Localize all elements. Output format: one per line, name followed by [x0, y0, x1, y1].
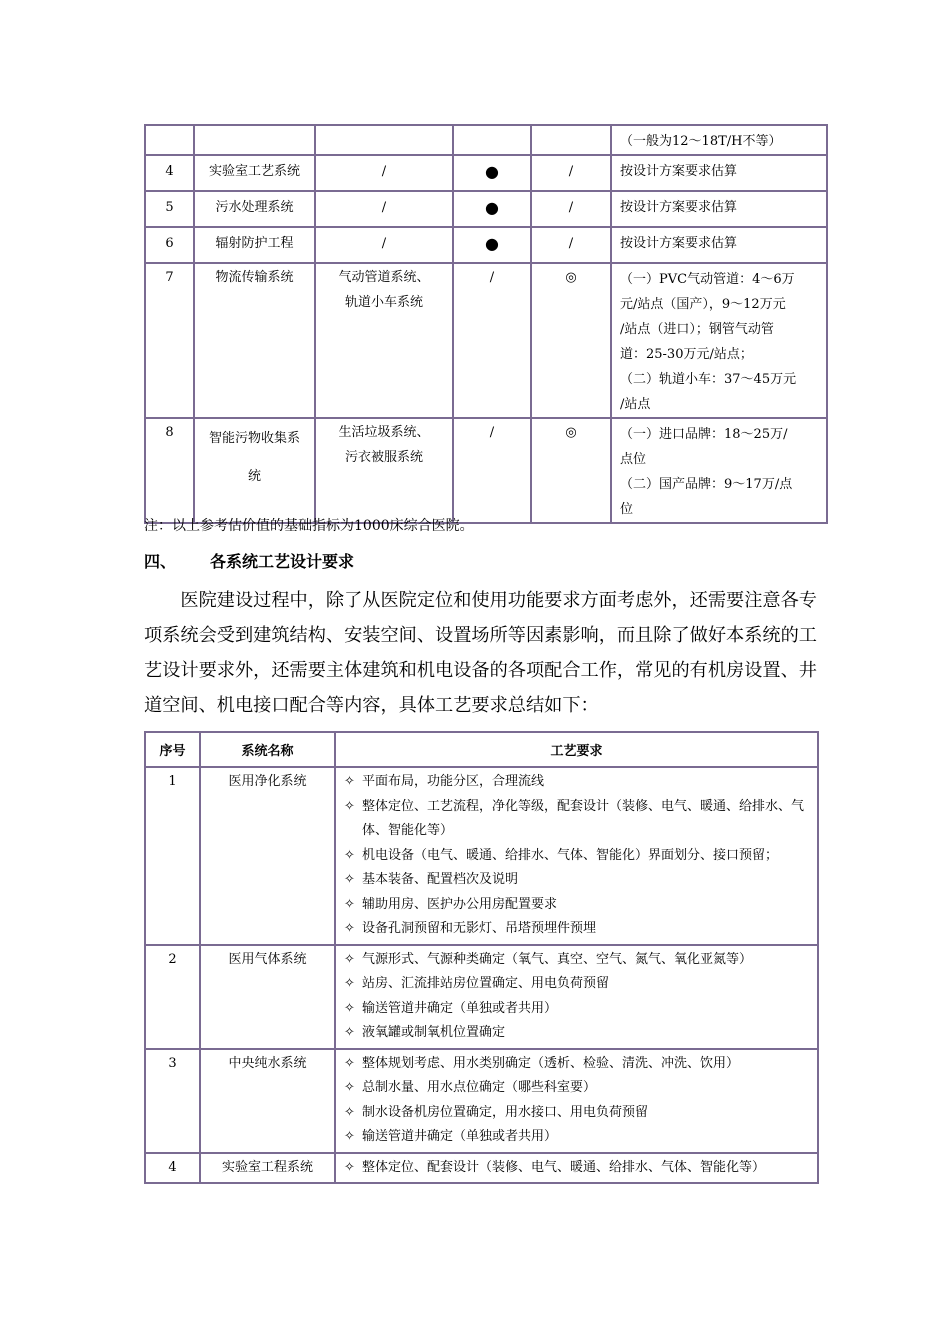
- row-number: [145, 125, 194, 155]
- requirement-item: [344, 1156, 813, 1181]
- column-5-mark: ◎: [531, 418, 611, 523]
- requirement-text: 机电设备（电气、暖通、给排水、气体、智能化）界面划分、接口预留；: [362, 847, 779, 863]
- reference-estimate: [611, 191, 827, 227]
- reference-estimate-line: 元/站点（国产），9～12万元: [620, 297, 786, 312]
- row-number: 1: [145, 767, 200, 945]
- diamond-bullet-icon: ✧: [344, 1000, 355, 1016]
- subsystem-line: /: [381, 236, 387, 251]
- requirement-text: 制水设备机房位置确定，用水接口、用电负荷预留: [362, 1104, 649, 1120]
- table-row: [145, 191, 827, 227]
- section-title: 各系统工艺设计要求: [210, 552, 355, 571]
- diamond-bullet-icon: ✧: [344, 951, 355, 967]
- diamond-bullet-icon: ✧: [344, 1055, 355, 1071]
- requirements-list: [335, 945, 818, 1049]
- section-number: 四、: [144, 552, 177, 571]
- header-no: 序号: [145, 732, 200, 767]
- reference-estimate-line: 位: [620, 502, 634, 517]
- subsystem: [315, 263, 453, 418]
- system-name-line: 物流传输系统: [215, 270, 294, 285]
- requirement-text: 整体定位、工艺流程，净化等级，配套设计（装修、电气、暖通、给排水、气体、智能化等）: [362, 798, 805, 838]
- system-name-line: 实验室工艺系统: [208, 164, 300, 179]
- requirement-text: 辅助用房、医护办公用房配置要求: [362, 896, 558, 912]
- header-system-name: 系统名称: [200, 732, 335, 767]
- table-note: 注：以上参考估价值的基础指标为1000床综合医院。: [144, 518, 474, 534]
- system-name: 中央纯水系统: [200, 1049, 335, 1153]
- requirement-text: 输送管道井确定（单独或者共用）: [362, 1129, 558, 1144]
- column-4-mark: /: [453, 418, 531, 523]
- table-row: [145, 1153, 818, 1184]
- diamond-bullet-icon: ✧: [344, 976, 355, 991]
- table-row: [145, 945, 818, 1049]
- system-name: [194, 418, 315, 523]
- row-number: 2: [145, 945, 200, 1049]
- row-number: 3: [145, 1049, 200, 1153]
- requirement-item: [344, 948, 813, 973]
- requirement-text: 整体规划考虑、用水类别确定（透析、检验、清洗、冲洗、饮用）: [362, 1055, 740, 1071]
- requirements-list: [335, 1049, 818, 1153]
- subsystem: [315, 191, 453, 227]
- requirement-text: 基本装备、配置档次及说明: [362, 872, 519, 887]
- requirement-item: [344, 1021, 813, 1046]
- table-row: [145, 767, 818, 945]
- diamond-bullet-icon: ✧: [344, 1080, 355, 1095]
- table-row: [145, 155, 827, 191]
- row-number: 4: [145, 1153, 200, 1184]
- system-name: 医用净化系统: [200, 767, 335, 945]
- row-number: 5: [145, 191, 194, 227]
- system-name-line: 辐射防护工程: [215, 236, 294, 251]
- diamond-bullet-icon: ✧: [344, 872, 355, 887]
- header-requirements: 工艺要求: [335, 732, 818, 767]
- row-number: 7: [145, 263, 194, 418]
- system-name: [194, 227, 315, 263]
- row-number: 6: [145, 227, 194, 263]
- requirement-text: 气源形式、气源种类确定（氧气、真空、空气、氮气、氧化亚氮等）: [362, 951, 753, 967]
- system-name-line: 统: [247, 469, 261, 484]
- diamond-bullet-icon: ✧: [344, 1025, 355, 1040]
- requirement-text: 设备孔洞预留和无影灯、吊塔预埋件预埋: [362, 921, 597, 936]
- system-name-line: 智能污物收集系: [208, 431, 300, 446]
- table-row: [145, 263, 827, 418]
- system-name: [194, 125, 315, 155]
- section-heading: [144, 549, 354, 572]
- body-paragraph: [144, 583, 824, 723]
- column-5-mark: /: [531, 155, 611, 191]
- reference-estimate: [611, 155, 827, 191]
- requirement-text: 总制水量、用水点位确定（哪些科室要）: [362, 1080, 597, 1095]
- reference-estimate: [611, 125, 827, 155]
- requirement-item: [344, 1101, 813, 1126]
- column-4-mark: /: [453, 263, 531, 418]
- requirement-item: [344, 770, 813, 795]
- requirement-item: [344, 795, 813, 844]
- requirement-item: [344, 1076, 813, 1101]
- table-row: [145, 227, 827, 263]
- requirement-item: [344, 972, 813, 997]
- diamond-bullet-icon: ✧: [344, 921, 355, 936]
- row-number: 8: [145, 418, 194, 523]
- diamond-bullet-icon: ✧: [344, 847, 355, 863]
- system-name: 医用气体系统: [200, 945, 335, 1049]
- subsystem: [315, 418, 453, 523]
- column-4-mark: ●: [453, 227, 531, 263]
- subsystem-line: 轨道小车系统: [344, 295, 423, 310]
- diamond-bullet-icon: ✧: [344, 896, 355, 912]
- process-requirements-table: [144, 731, 819, 1184]
- reference-estimate-line: 按设计方案要求估算: [620, 164, 738, 179]
- reference-estimate: [611, 418, 827, 523]
- system-name: [194, 155, 315, 191]
- reference-estimate-line: （二）国产品牌：9～17万/点: [620, 477, 793, 492]
- subsystem: [315, 125, 453, 155]
- diamond-bullet-icon: ✧: [344, 1129, 355, 1144]
- diamond-bullet-icon: ✧: [344, 1104, 355, 1120]
- subsystem: [315, 155, 453, 191]
- reference-estimate-line: /站点（进口）；钢管气动管: [620, 322, 774, 337]
- requirement-item: [344, 917, 813, 942]
- reference-estimate: [611, 227, 827, 263]
- system-name: [194, 263, 315, 418]
- requirements-list: [335, 1153, 818, 1184]
- subsystem: [315, 227, 453, 263]
- reference-estimate-line: 按设计方案要求估算: [620, 236, 738, 251]
- table-row: [145, 1049, 818, 1153]
- diamond-bullet-icon: ✧: [344, 774, 355, 789]
- column-4-mark: ●: [453, 191, 531, 227]
- requirement-item: [344, 1125, 813, 1150]
- requirements-list: [335, 767, 818, 945]
- reference-estimate-line: （一）PVC气动管道：4～6万: [620, 272, 795, 287]
- reference-estimate-line: 点位: [620, 452, 647, 467]
- requirement-text: 液氧罐或制氧机位置确定: [362, 1025, 506, 1040]
- subsystem-line: /: [381, 164, 387, 179]
- requirement-item: [344, 844, 813, 869]
- reference-estimate-line: （二）轨道小车：37～45万元: [620, 372, 797, 387]
- requirement-item: [344, 868, 813, 893]
- reference-estimate: [611, 263, 827, 418]
- estimate-table: [144, 124, 828, 524]
- requirement-item: [344, 1052, 813, 1077]
- column-5-mark: /: [531, 191, 611, 227]
- column-4-mark: ●: [453, 155, 531, 191]
- system-name-line: 污水处理系统: [215, 200, 294, 215]
- reference-estimate-line: （一）进口品牌：18～25万/: [620, 427, 788, 442]
- subsystem-line: 气动管道系统、: [338, 270, 430, 285]
- column-4-mark: [453, 125, 531, 155]
- requirement-item: [344, 997, 813, 1022]
- subsystem-line: 污衣被服系统: [344, 450, 423, 465]
- subsystem-line: /: [381, 200, 387, 215]
- table-header-row: [145, 732, 818, 767]
- paragraph-text: 医院建设过程中，除了从医院定位和使用功能要求方面考虑外，还需要注意各专项系统会受到建筑结构、安装空间、设置场所等因素影响，而且除了做好本系统的工艺设计要求外，还需要主体建筑和机电设备的各项配合工作，常见的有机房设置、井道空间、机电接口配合等内容，具体工艺要求总结如下：: [144, 590, 817, 716]
- reference-estimate-line: 按设计方案要求估算: [620, 200, 738, 215]
- requirement-text: 站房、汇流排站房位置确定、用电负荷预留: [362, 976, 610, 991]
- diamond-bullet-icon: ✧: [344, 798, 355, 814]
- column-5-mark: ◎: [531, 263, 611, 418]
- reference-estimate-line: /站点: [620, 397, 651, 412]
- table-row: [145, 418, 827, 523]
- subsystem-line: 生活垃圾系统、: [338, 425, 430, 440]
- reference-estimate-line: 道：25-30万元/站点；: [620, 347, 753, 362]
- reference-estimate-line: （一般为12～18T/H不等）: [620, 134, 782, 149]
- column-5-mark: /: [531, 227, 611, 263]
- diamond-bullet-icon: ✧: [344, 1159, 355, 1175]
- requirement-text: 平面布局，功能分区，合理流线: [362, 774, 545, 789]
- requirement-text: 输送管道井确定（单独或者共用）: [362, 1000, 558, 1016]
- requirement-text: 整体定位、配套设计（装修、电气、暖通、给排水、气体、智能化等）: [362, 1159, 766, 1175]
- system-name: 实验室工程系统: [200, 1153, 335, 1184]
- column-5-mark: [531, 125, 611, 155]
- system-name: [194, 191, 315, 227]
- requirement-item: [344, 893, 813, 918]
- table-row: [145, 125, 827, 155]
- row-number: 4: [145, 155, 194, 191]
